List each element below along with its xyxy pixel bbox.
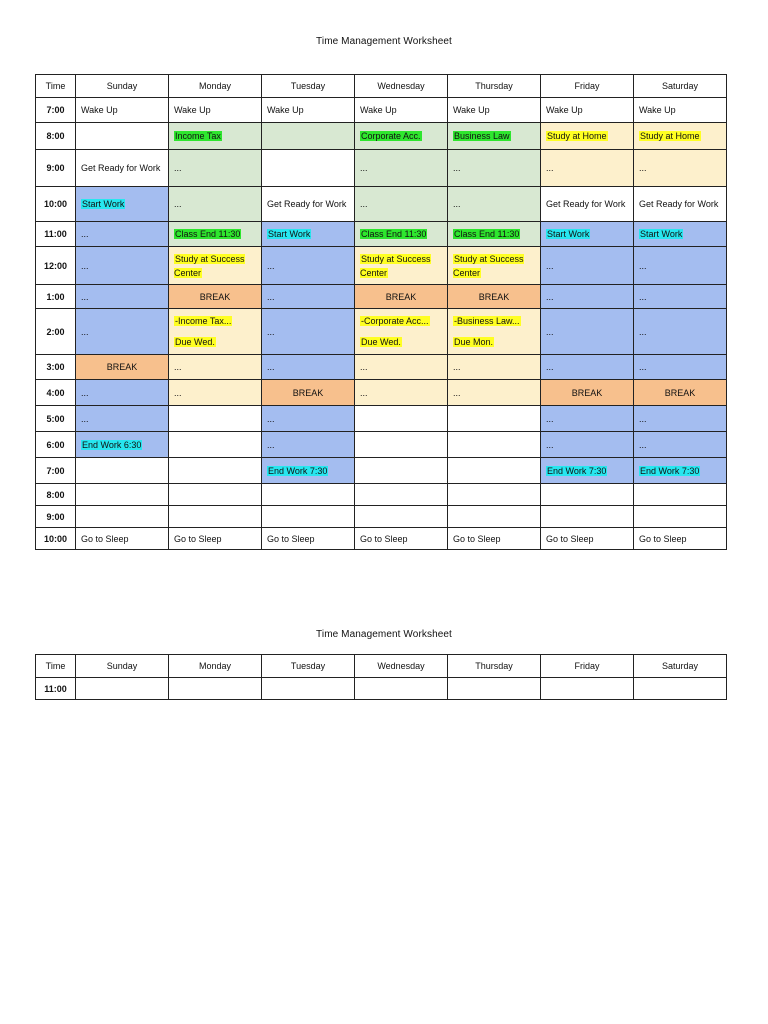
cell-monday	[169, 285, 262, 309]
cell-saturday	[634, 380, 727, 406]
cell-monday	[169, 222, 262, 247]
entry-text: ...	[639, 362, 647, 372]
entry-text: Get Ready for Work	[546, 199, 626, 209]
cell-monday	[169, 406, 262, 432]
time-cell: 4:00	[36, 380, 76, 406]
entry-text: ...	[81, 413, 89, 424]
cell-saturday	[634, 222, 727, 247]
cell-tuesday	[262, 247, 355, 285]
cell-saturday	[634, 285, 727, 309]
cell-sunday	[76, 187, 169, 222]
entry-text: ...	[453, 163, 461, 173]
entry-text: -Corporate Acc...	[361, 316, 429, 326]
entry-text: ...	[267, 362, 275, 372]
cell-thursday	[448, 506, 541, 528]
cell-tuesday	[262, 380, 355, 406]
cell-tuesday	[262, 123, 355, 150]
entry-text: Wake Up	[639, 105, 676, 115]
entry-text: ...	[639, 439, 647, 450]
cell-monday	[169, 458, 262, 484]
cell-friday	[541, 355, 634, 380]
cell-wednesday	[355, 187, 448, 222]
cell-wednesday	[355, 222, 448, 247]
cell-sunday	[76, 458, 169, 484]
header-time: Time	[36, 75, 76, 98]
entry-text: End Work 7:30	[547, 465, 607, 476]
cell-wednesday	[355, 458, 448, 484]
entry-text: ...	[639, 326, 647, 337]
cell-tuesday	[262, 150, 355, 187]
entry-text: ...	[81, 387, 89, 398]
cell-thursday	[448, 380, 541, 406]
entry-text: ...	[174, 387, 182, 398]
header-friday: Friday	[541, 655, 634, 678]
cell-sunday	[76, 222, 169, 247]
cell-friday	[541, 123, 634, 150]
cell-tuesday	[262, 285, 355, 309]
cell-saturday	[634, 187, 727, 222]
entry-text: ...	[174, 199, 182, 209]
entry-text: ...	[546, 260, 554, 271]
cell-monday	[169, 506, 262, 528]
entry-text: ...	[546, 326, 554, 337]
time-cell: 3:00	[36, 355, 76, 380]
entry-text: Go to Sleep	[174, 533, 222, 544]
time-cell: 11:00	[36, 222, 76, 247]
cell-friday	[541, 506, 634, 528]
cell-wednesday	[355, 484, 448, 506]
entry-text: End Work 7:30	[268, 465, 328, 476]
entry-text: ...	[267, 291, 275, 302]
cell-thursday	[448, 355, 541, 380]
cell-sunday	[76, 123, 169, 150]
cell-wednesday	[355, 528, 448, 550]
entry-text: ...	[639, 163, 647, 173]
time-row	[36, 528, 727, 550]
break-label: BREAK	[385, 291, 417, 302]
break-label: BREAK	[571, 387, 603, 398]
entry-text: ...	[639, 291, 647, 302]
entry-text: Class End 11:30	[454, 229, 520, 239]
cell-tuesday	[262, 309, 355, 355]
cell-sunday	[76, 380, 169, 406]
time-row	[36, 380, 727, 406]
entry-text: ...	[360, 199, 368, 209]
cell-friday	[541, 222, 634, 247]
time-row	[36, 506, 727, 528]
entry-text: Go to Sleep	[81, 533, 129, 544]
header-monday: Monday	[169, 655, 262, 678]
cell-friday	[541, 187, 634, 222]
break-label: BREAK	[664, 387, 696, 398]
cell-sunday	[76, 309, 169, 355]
cell-friday	[541, 406, 634, 432]
entry-text: Start Work	[547, 229, 590, 239]
entry-text: ...	[267, 413, 275, 424]
time-row	[36, 484, 727, 506]
time-cell: 8:00	[36, 123, 76, 150]
cell-thursday	[448, 406, 541, 432]
entry-text: Business Law	[454, 131, 510, 141]
cell-thursday	[448, 123, 541, 150]
time-cell: 9:00	[36, 150, 76, 187]
cell-thursday	[448, 285, 541, 309]
cell-friday	[541, 98, 634, 123]
entry-text: Wake Up	[546, 105, 583, 115]
time-cell: 9:00	[36, 506, 76, 528]
entry-text: Corporate Acc.	[361, 131, 421, 141]
cell-tuesday	[262, 98, 355, 123]
header-row-2	[36, 655, 727, 678]
time-row	[36, 150, 727, 187]
entry-text: Study at Success Center	[453, 253, 524, 278]
worksheet-title-2: Time Management Worksheet	[316, 629, 452, 640]
entry-text: Due Wed.	[175, 337, 215, 347]
cell-thursday	[448, 187, 541, 222]
break-label: BREAK	[199, 291, 231, 302]
time-cell: 10:00	[36, 528, 76, 550]
cell-tuesday	[262, 484, 355, 506]
cell-sunday	[76, 98, 169, 123]
cell-tuesday	[262, 506, 355, 528]
cell-thursday	[448, 222, 541, 247]
cell-saturday	[634, 528, 727, 550]
cell-saturday	[634, 406, 727, 432]
time-cell: 5:00	[36, 406, 76, 432]
cell-friday	[541, 380, 634, 406]
header-sunday: Sunday	[76, 655, 169, 678]
time-row	[36, 285, 727, 309]
entry-text: ...	[360, 387, 368, 398]
entry-text: Due Mon.	[454, 337, 494, 347]
entry-text: ...	[81, 260, 89, 271]
cell-tuesday	[262, 187, 355, 222]
entry-text: Start Work	[82, 199, 125, 209]
time-cell: 10:00	[36, 187, 76, 222]
cell-sunday	[76, 432, 169, 458]
cell-friday	[541, 432, 634, 458]
cell-wednesday	[355, 98, 448, 123]
entry-text: ...	[267, 260, 275, 271]
entry-text: -Income Tax...	[175, 316, 232, 326]
entry-text: ...	[360, 163, 368, 173]
entry-text: Wake Up	[267, 105, 304, 115]
header-tuesday: Tuesday	[262, 75, 355, 98]
cell-wednesday	[355, 432, 448, 458]
time-cell: 12:00	[36, 247, 76, 285]
cell-wednesday	[355, 678, 448, 700]
entry-text: ...	[639, 413, 647, 424]
cell-sunday	[76, 506, 169, 528]
cell-wednesday	[355, 247, 448, 285]
cell-monday	[169, 123, 262, 150]
cell-friday	[541, 150, 634, 187]
entry-text: Go to Sleep	[639, 533, 687, 544]
break-label: BREAK	[478, 291, 510, 302]
entry-text: ...	[453, 362, 461, 372]
entry-text: ...	[81, 291, 89, 302]
cell-monday	[169, 484, 262, 506]
cell-thursday	[448, 458, 541, 484]
time-row	[36, 458, 727, 484]
entry-text: -Business Law...	[454, 316, 520, 326]
entry-text: ...	[639, 260, 647, 271]
entry-text: ...	[453, 199, 461, 209]
entry-text: Go to Sleep	[267, 533, 315, 544]
entry-text: Study at Success Center	[174, 253, 245, 278]
cell-tuesday	[262, 458, 355, 484]
cell-sunday	[76, 678, 169, 700]
header-sunday: Sunday	[76, 75, 169, 98]
cell-sunday	[76, 528, 169, 550]
header-tuesday: Tuesday	[262, 655, 355, 678]
entry-text: ...	[546, 362, 554, 372]
cell-saturday	[634, 355, 727, 380]
cell-monday	[169, 187, 262, 222]
cell-wednesday	[355, 309, 448, 355]
entry-text: Wake Up	[453, 105, 490, 115]
entry-text: Wake Up	[81, 105, 118, 115]
entry-text: Start Work	[640, 229, 683, 239]
cell-saturday	[634, 484, 727, 506]
entry-text: ...	[546, 439, 554, 450]
cell-saturday	[634, 150, 727, 187]
header-friday: Friday	[541, 75, 634, 98]
cell-sunday	[76, 484, 169, 506]
time-cell: 8:00	[36, 484, 76, 506]
break-label: BREAK	[106, 362, 138, 372]
time-cell: 6:00	[36, 432, 76, 458]
cell-tuesday	[262, 432, 355, 458]
entry-text: End Work 7:30	[640, 465, 700, 476]
time-cell: 2:00	[36, 309, 76, 355]
cell-tuesday	[262, 222, 355, 247]
entry-text: Class End 11:30	[361, 229, 427, 239]
cell-sunday	[76, 247, 169, 285]
cell-wednesday	[355, 123, 448, 150]
time-cell: 1:00	[36, 285, 76, 309]
cell-thursday	[448, 150, 541, 187]
cell-monday	[169, 678, 262, 700]
entry-text: ...	[546, 291, 554, 302]
cell-thursday	[448, 247, 541, 285]
entry-text: End Work 6:30	[82, 439, 142, 450]
cell-thursday	[448, 484, 541, 506]
entry-text: Go to Sleep	[453, 533, 501, 544]
cell-monday	[169, 380, 262, 406]
cell-saturday	[634, 247, 727, 285]
header-saturday: Saturday	[634, 75, 727, 98]
cell-monday	[169, 432, 262, 458]
cell-wednesday	[355, 380, 448, 406]
entry-text: Income Tax	[175, 131, 221, 141]
cell-monday	[169, 355, 262, 380]
cell-sunday	[76, 406, 169, 432]
cell-friday	[541, 247, 634, 285]
entry-text: ...	[267, 439, 275, 450]
cell-wednesday	[355, 506, 448, 528]
cell-thursday	[448, 309, 541, 355]
entry-text: ...	[546, 163, 554, 173]
cell-friday	[541, 285, 634, 309]
cell-tuesday	[262, 355, 355, 380]
cell-saturday	[634, 123, 727, 150]
cell-tuesday	[262, 678, 355, 700]
time-row	[36, 247, 727, 285]
entry-text: Study at Home	[547, 131, 607, 141]
cell-saturday	[634, 432, 727, 458]
entry-text: ...	[174, 163, 182, 173]
cell-thursday	[448, 98, 541, 123]
entry-text: Go to Sleep	[360, 533, 408, 544]
entry-text: Due Wed.	[361, 337, 401, 347]
cell-saturday	[634, 506, 727, 528]
time-row	[36, 432, 727, 458]
time-row	[36, 187, 727, 222]
cell-saturday	[634, 98, 727, 123]
entry-text: Go to Sleep	[546, 533, 594, 544]
entry-text: ...	[546, 413, 554, 424]
header-time: Time	[36, 655, 76, 678]
entry-text: ...	[174, 362, 182, 372]
schedule-table-2	[35, 654, 727, 700]
time-cell: 7:00	[36, 98, 76, 123]
cell-wednesday	[355, 150, 448, 187]
entry-text: Class End 11:30	[175, 229, 241, 239]
time-row	[36, 123, 727, 150]
schedule-body-2	[36, 678, 727, 700]
cell-tuesday	[262, 528, 355, 550]
cell-tuesday	[262, 406, 355, 432]
time-cell: 7:00	[36, 458, 76, 484]
cell-friday	[541, 678, 634, 700]
time-cell: 11:00	[36, 678, 76, 700]
cell-wednesday	[355, 406, 448, 432]
break-label: BREAK	[292, 387, 324, 398]
header-wednesday: Wednesday	[355, 75, 448, 98]
cell-thursday	[448, 432, 541, 458]
entry-text: Get Ready for Work	[267, 199, 347, 209]
cell-monday	[169, 309, 262, 355]
entry-text: Get Ready for Work	[639, 199, 719, 209]
cell-monday	[169, 247, 262, 285]
entry-text: Start Work	[268, 229, 311, 239]
cell-monday	[169, 528, 262, 550]
entry-text: Wake Up	[174, 105, 211, 115]
cell-wednesday	[355, 285, 448, 309]
cell-monday	[169, 150, 262, 187]
entry-text: ...	[81, 326, 89, 337]
header-thursday: Thursday	[448, 655, 541, 678]
cell-sunday	[76, 285, 169, 309]
cell-friday	[541, 528, 634, 550]
cell-thursday	[448, 528, 541, 550]
header-wednesday: Wednesday	[355, 655, 448, 678]
time-row	[36, 309, 727, 355]
cell-friday	[541, 309, 634, 355]
time-row	[36, 98, 727, 123]
schedule-body	[36, 98, 727, 550]
entry-text: Study at Home	[640, 131, 700, 141]
cell-friday	[541, 484, 634, 506]
entry-text: Wake Up	[360, 105, 397, 115]
cell-friday	[541, 458, 634, 484]
cell-saturday	[634, 309, 727, 355]
header-thursday: Thursday	[448, 75, 541, 98]
entry-text: ...	[81, 229, 89, 239]
time-row	[36, 678, 727, 700]
cell-monday	[169, 98, 262, 123]
header-monday: Monday	[169, 75, 262, 98]
time-row	[36, 355, 727, 380]
header-row	[36, 75, 727, 98]
schedule-table	[35, 74, 727, 550]
cell-wednesday	[355, 355, 448, 380]
cell-sunday	[76, 355, 169, 380]
entry-text: Get Ready for Work	[81, 163, 161, 173]
entry-text: Study at Success Center	[360, 253, 431, 278]
worksheet-title: Time Management Worksheet	[316, 36, 452, 47]
entry-text: ...	[267, 326, 275, 337]
time-row	[36, 406, 727, 432]
cell-sunday	[76, 150, 169, 187]
time-row	[36, 222, 727, 247]
cell-thursday	[448, 678, 541, 700]
cell-saturday	[634, 458, 727, 484]
entry-text: ...	[360, 362, 368, 372]
entry-text: ...	[453, 387, 461, 398]
header-saturday: Saturday	[634, 655, 727, 678]
cell-saturday	[634, 678, 727, 700]
